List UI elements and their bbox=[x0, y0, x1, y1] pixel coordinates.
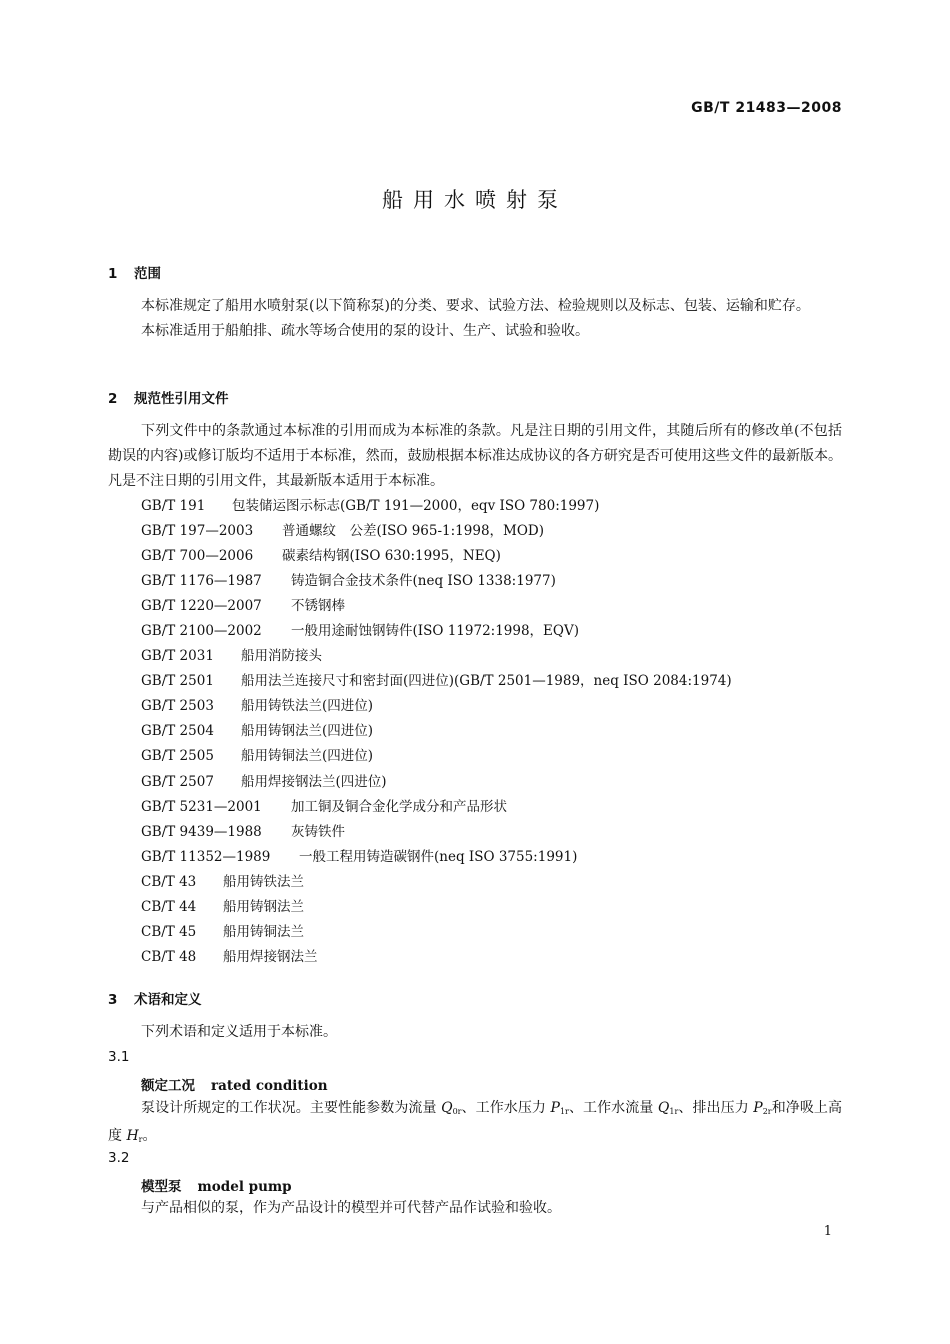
list-item bbox=[141, 519, 732, 544]
section-title: 规范性引用文件 bbox=[134, 391, 229, 407]
ref-title: 船用铸钢法兰 bbox=[223, 898, 304, 915]
ref-code: GB/T 2503 bbox=[141, 698, 214, 715]
section-title: 术语和定义 bbox=[134, 992, 202, 1008]
ref-title: 船用铸铁法兰 bbox=[223, 873, 304, 890]
ref-code: GB/T 2507 bbox=[141, 773, 214, 790]
section-number: 2 bbox=[108, 391, 118, 407]
ref-code: CB/T 45 bbox=[141, 923, 197, 940]
ref-title: 灰铸铁件 bbox=[291, 823, 345, 840]
list-item bbox=[141, 594, 732, 619]
ref-code: GB/T 197—2003 bbox=[141, 523, 254, 540]
page-number: 1 bbox=[823, 1224, 832, 1239]
list-item bbox=[141, 870, 732, 895]
list-item bbox=[141, 820, 732, 845]
paragraph: 与产品相似的泵，作为产品设计的模型并可代替产品作试验和验收。 bbox=[141, 1200, 561, 1216]
ref-title: 船用消防接头 bbox=[241, 648, 322, 665]
section-2-intro bbox=[108, 419, 842, 494]
ref-title: 包装储运图示标志(GB/T 191—2000，eqv ISO 780:1997) bbox=[232, 498, 600, 514]
list-item bbox=[141, 669, 732, 694]
list-item bbox=[141, 845, 732, 870]
ref-code: GB/T 2504 bbox=[141, 723, 214, 740]
paragraph: 本标准规定了船用水喷射泵(以下简称泵)的分类、要求、试验方法、检验规则以及标志、包装、运输和贮存。 bbox=[141, 298, 810, 314]
list-item bbox=[141, 795, 732, 820]
term-3-1 bbox=[141, 1074, 328, 1094]
section-1-body bbox=[108, 294, 842, 344]
section-3-heading bbox=[108, 988, 202, 1008]
ref-title: 碳素结构钢(ISO 630:1995，NEQ) bbox=[282, 548, 501, 565]
list-item bbox=[141, 544, 732, 569]
term-3-2 bbox=[141, 1175, 292, 1195]
ref-title: 船用铸钢法兰(四进位) bbox=[241, 723, 374, 740]
ref-title: 船用铸铜法兰 bbox=[223, 923, 304, 940]
ref-code: GB/T 2100—2002 bbox=[141, 623, 262, 640]
term-english: rated condition bbox=[211, 1078, 328, 1094]
section-2-heading bbox=[108, 387, 229, 407]
list-item bbox=[141, 619, 732, 644]
ref-code: GB/T 9439—1988 bbox=[141, 823, 262, 840]
list-item bbox=[141, 644, 732, 669]
ref-code: GB/T 2505 bbox=[141, 748, 214, 765]
ref-code: GB/T 1176—1987 bbox=[141, 573, 262, 590]
list-item bbox=[141, 719, 732, 744]
ref-code: CB/T 43 bbox=[141, 873, 197, 890]
ref-title: 船用焊接钢法兰(四进位) bbox=[241, 773, 387, 790]
ref-title: 普通螺纹 公差(ISO 965-1:1998，MOD) bbox=[282, 523, 545, 540]
ref-code: GB/T 700—2006 bbox=[141, 548, 254, 565]
ref-title: 一般工程用铸造碳钢件(neq ISO 3755:1991) bbox=[299, 848, 578, 865]
definition-3-1 bbox=[108, 1096, 842, 1152]
term-chinese: 模型泵 bbox=[141, 1179, 182, 1195]
clause-3-2-number: 3.2 bbox=[108, 1150, 130, 1166]
definition-3-2 bbox=[108, 1196, 842, 1221]
paragraph: 下列文件中的条款通过本标准的引用而成为本标准的条款。凡是注日期的引用文件，其随后所有的修改单(不包括勘误的内容)或修订版均不适用于本标准，然而，鼓励根据本标准达成协议的各方研究是否可使用这些文件的最新版本。凡是不注日期的引用文件，其最新版本适用于本标准。 bbox=[108, 423, 842, 489]
section-3-intro bbox=[108, 1020, 842, 1045]
list-item bbox=[141, 920, 732, 945]
paragraph: 下列术语和定义适用于本标准。 bbox=[141, 1024, 337, 1040]
ref-code: GB/T 1220—2007 bbox=[141, 598, 262, 615]
ref-code: GB/T 191 bbox=[141, 498, 206, 514]
list-item bbox=[141, 945, 732, 970]
list-item bbox=[141, 569, 732, 594]
section-title: 范围 bbox=[134, 266, 161, 282]
list-item bbox=[141, 694, 732, 719]
ref-code: CB/T 48 bbox=[141, 948, 197, 965]
ref-title: 船用铸铜法兰(四进位) bbox=[241, 748, 374, 765]
ref-code: GB/T 5231—2001 bbox=[141, 798, 262, 815]
ref-code: CB/T 44 bbox=[141, 898, 197, 915]
paragraph: 本标准适用于船舶排、疏水等场合使用的泵的设计、生产、试验和验收。 bbox=[141, 323, 589, 339]
section-number: 1 bbox=[108, 266, 118, 282]
ref-title: 铸造铜合金技术条件(neq ISO 1338:1977) bbox=[291, 573, 556, 590]
list-item bbox=[141, 744, 732, 769]
paragraph: 泵设计所规定的工作状况。主要性能参数为流量 $Q_{0r}$、工作水压力 $P_{1r}$、工作水流量 $Q_{1r}$、排出压力 $P_{2r}$和净吸上高度 $H_r$。 bbox=[108, 1100, 843, 1144]
ref-title: 加工铜及铜合金化学成分和产品形状 bbox=[291, 798, 507, 815]
ref-title: 不锈钢棒 bbox=[291, 598, 345, 615]
ref-code: GB/T 2501 bbox=[141, 673, 214, 690]
list-item bbox=[141, 770, 732, 795]
ref-title: 船用焊接钢法兰 bbox=[223, 948, 318, 965]
ref-title: 一般用途耐蚀钢铸件(ISO 11972:1998，EQV) bbox=[291, 623, 579, 640]
list-item bbox=[141, 895, 732, 920]
term-english: model pump bbox=[197, 1179, 292, 1195]
section-1-heading bbox=[108, 262, 161, 282]
ref-code: GB/T 2031 bbox=[141, 648, 214, 665]
list-item bbox=[141, 494, 732, 519]
document-title: 船用水喷射泵 bbox=[382, 188, 568, 212]
ref-code: GB/T 11352—1989 bbox=[141, 848, 271, 865]
term-chinese: 额定工况 bbox=[141, 1078, 195, 1094]
section-number: 3 bbox=[108, 992, 118, 1008]
ref-title: 船用法兰连接尺寸和密封面(四进位)(GB/T 2501—1989，neq ISO 2084:1974) bbox=[241, 673, 732, 690]
ref-title: 船用铸铁法兰(四进位) bbox=[241, 698, 374, 715]
reference-list bbox=[141, 494, 732, 970]
standard-number: GB/T 21483—2008 bbox=[691, 100, 842, 116]
clause-3-1-number: 3.1 bbox=[108, 1049, 130, 1065]
